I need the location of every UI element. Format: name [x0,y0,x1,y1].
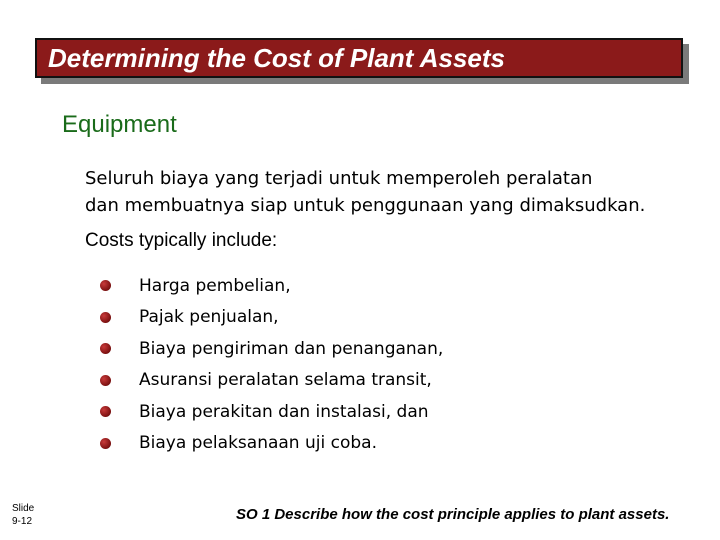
bullet-icon [100,312,111,323]
slide-number [12,502,34,528]
bullet-item [100,396,443,428]
description-line-2: dan membuatnya siap untuk penggunaan yang dimaksudkan. [85,195,646,216]
bullet-text: Biaya perakitan dan instalasi, dan [139,401,429,422]
description-line-1: Seluruh biaya yang terjadi untuk memperoleh peralatan [85,168,593,189]
title-bar [35,38,683,78]
bullet-item [100,270,443,302]
description [85,165,705,219]
bullet-text: Biaya pengiriman dan penanganan, [139,338,444,359]
bullet-icon [100,375,111,386]
slide-number-value: 9-12 [12,516,33,527]
bullet-item [100,302,443,334]
bullet-item [100,428,443,460]
bullet-item [100,333,443,365]
slide-title: Determining the Cost of Plant Assets [48,42,505,73]
costs-intro: Costs typically include: [85,230,278,251]
study-objective: SO 1 Describe how the cost principle applies to plant assets. [236,506,670,523]
bullet-icon [100,343,111,354]
section-heading: Equipment [62,111,177,138]
bullet-text: Harga pembelian, [139,275,291,296]
bullet-text: Biaya pelaksanaan uji coba. [139,433,377,454]
bullet-icon [100,438,111,449]
bullet-text: Pajak penjualan, [139,307,279,328]
bullet-item [100,365,443,397]
slide-label: Slide [12,503,35,514]
bullet-icon [100,406,111,417]
cost-bullet-list [100,270,443,459]
bullet-icon [100,280,111,291]
bullet-text: Asuransi peralatan selama transit, [139,370,432,391]
